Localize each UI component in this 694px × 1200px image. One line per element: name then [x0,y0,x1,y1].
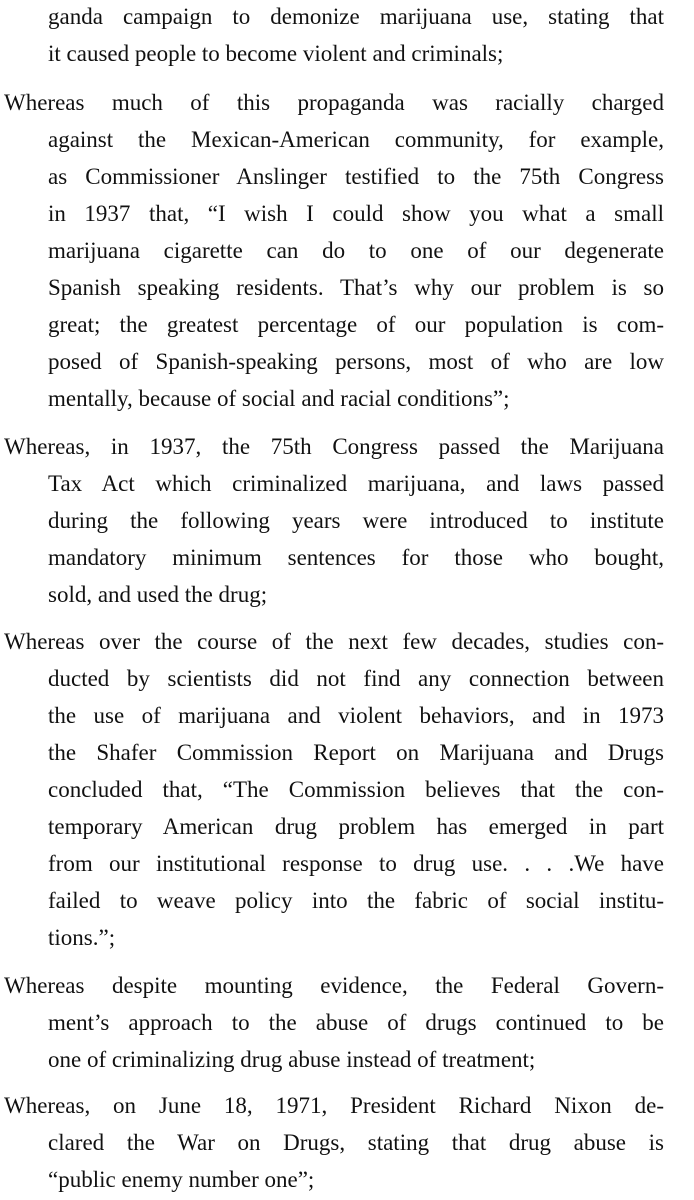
text-line: as Commissioner Anslinger testified to the 75th Congress [48,164,664,189]
text-line: Whereas despite mounting evidence, the Federal Govern- [4,973,664,998]
text-line: great; the greatest percentage of our population is com- [48,312,664,337]
text-line: the use of marijuana and violent behaviors, and in 1973 [48,703,664,728]
text-line: ducted by scientists did not find any connection between [48,666,664,691]
text-line: Tax Act which criminalized marijuana, and laws passed [48,471,664,496]
text-line: Spanish speaking residents. That’s why our problem is so [48,275,664,300]
text-line: failed to weave policy into the fabric of social institu- [48,888,664,913]
text-line: one of criminalizing drug abuse instead of treatment; [48,1047,536,1072]
text-line: tions.”; [48,925,116,950]
text-line: marijuana cigarette can do to one of our degenerate [48,238,664,263]
text-line: during the following years were introduced to institute [48,508,664,533]
text-line: the Shafer Commission Report on Marijuana and Drugs [48,740,664,765]
text-line: Whereas, in 1937, the 75th Congress passed the Marijuana [4,434,664,459]
text-line: mandatory minimum sentences for those who bought, [48,545,664,570]
text-line: concluded that, “The Commission believes that the con- [48,777,664,802]
text-line: ganda campaign to demonize marijuana use, stating that [48,4,664,29]
text-line: ment’s approach to the abuse of drugs continued to be [48,1010,664,1035]
text-line: against the Mexican-American community, for example, [48,127,664,152]
text-line: Whereas over the course of the next few decades, studies con- [4,629,664,654]
text-line: Whereas, on June 18, 1971, President Richard Nixon de- [4,1093,664,1118]
text-line: it caused people to become violent and criminals; [48,41,504,66]
text-line: sold, and used the drug; [48,582,268,607]
text-line: temporary American drug problem has emerged in part [48,814,664,839]
text-line: from our institutional response to drug use. . . .We have [48,851,664,876]
text-line: clared the War on Drugs, stating that drug abuse is [48,1130,664,1155]
text-line: “public enemy number one”; [48,1167,315,1192]
text-line: in 1937 that, “I wish I could show you what a small [48,201,664,226]
text-line: mentally, because of social and racial conditions”; [48,386,510,411]
text-line: Whereas much of this propaganda was racially charged [4,90,664,115]
text-line: posed of Spanish-speaking persons, most of who are low [48,349,664,374]
